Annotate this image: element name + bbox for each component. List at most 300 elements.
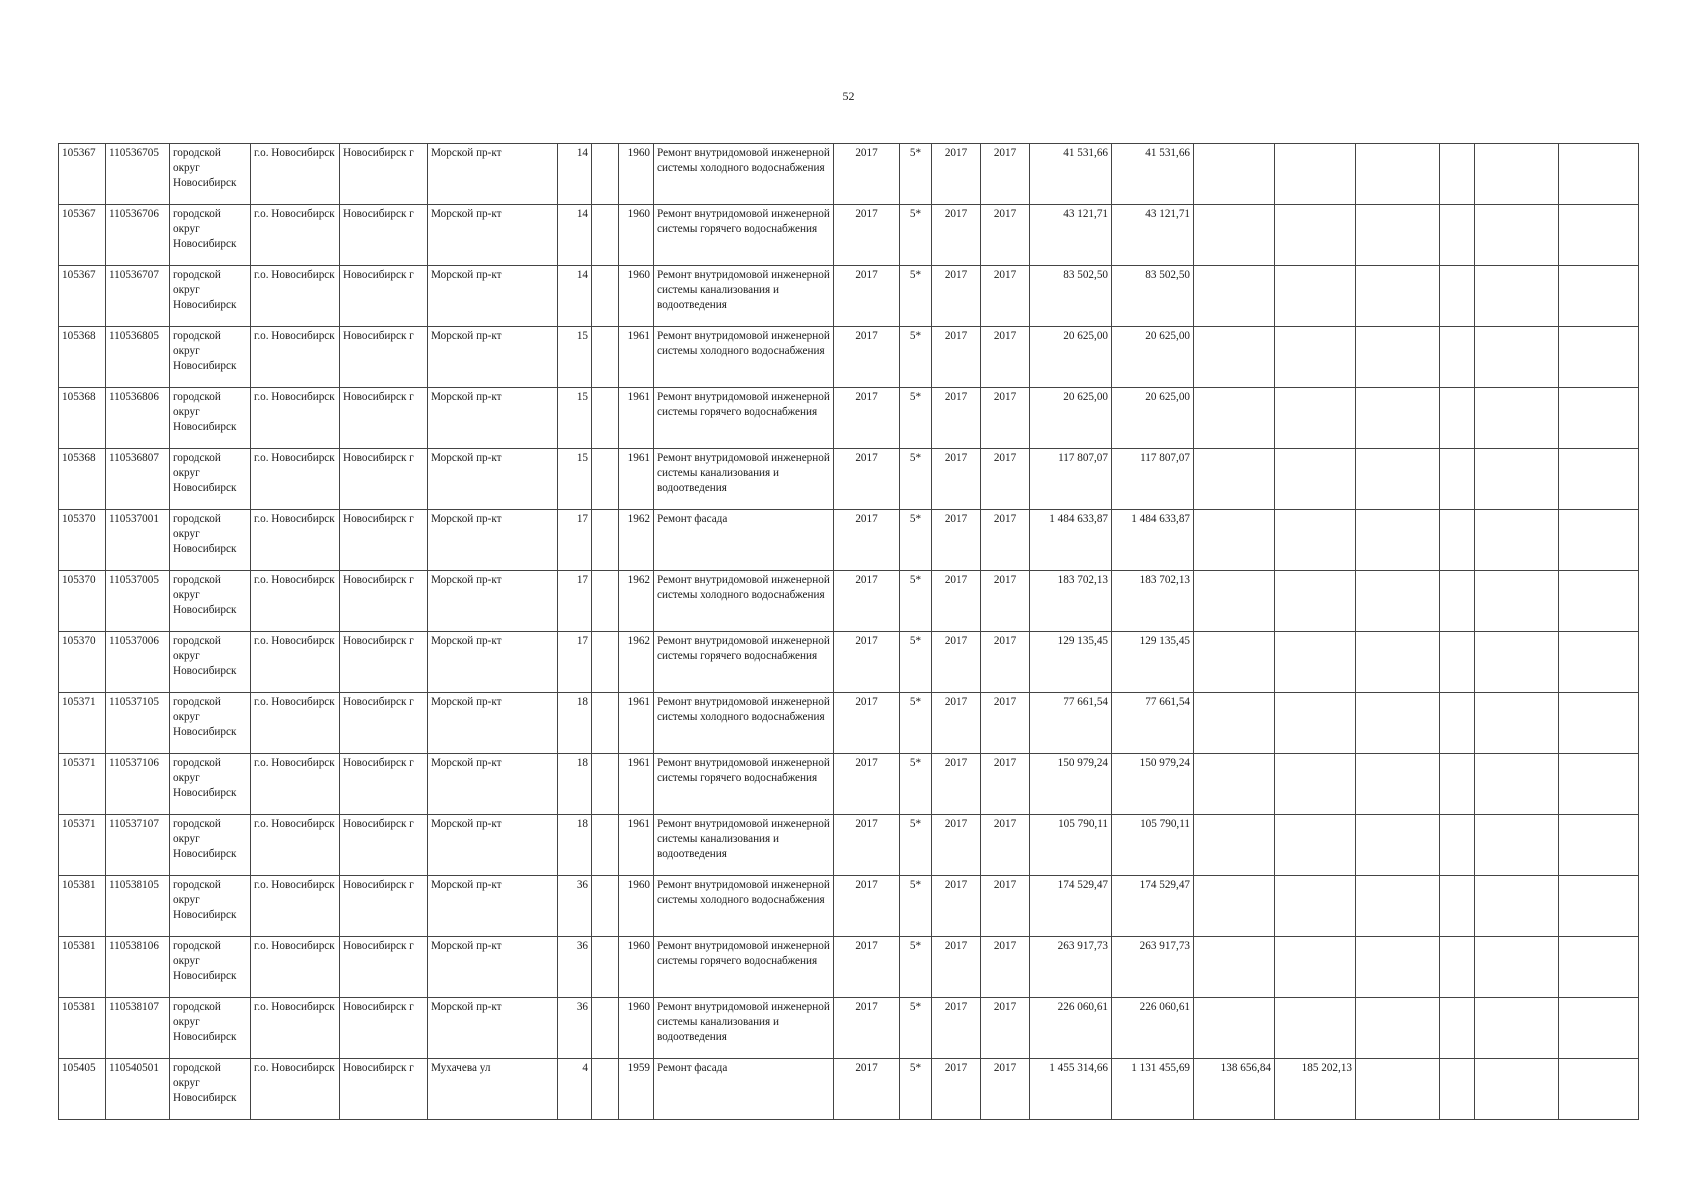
extra-cell-1 bbox=[1356, 937, 1440, 998]
rate-cell: 5* bbox=[900, 815, 932, 876]
build-year-cell: 1961 bbox=[619, 815, 654, 876]
table-row bbox=[59, 998, 1639, 1059]
extra-cell-1 bbox=[1356, 632, 1440, 693]
extra-cell-3 bbox=[1475, 937, 1559, 998]
street-cell: Морской пр-кт bbox=[428, 449, 558, 510]
regional-fund-cell: 150 979,24 bbox=[1112, 754, 1194, 815]
total-cost-cell: 20 625,00 bbox=[1030, 327, 1112, 388]
work-id-cell: 110540501 bbox=[106, 1059, 170, 1120]
work-id-cell: 110538106 bbox=[106, 937, 170, 998]
rate-cell: 5* bbox=[900, 266, 932, 327]
extra-cell-3 bbox=[1475, 327, 1559, 388]
start-year-cell: 2017 bbox=[932, 876, 981, 937]
street-cell: Морской пр-кт bbox=[428, 327, 558, 388]
table-row bbox=[59, 144, 1639, 205]
object-id-cell: 105368 bbox=[59, 449, 106, 510]
municipal-budget-cell: 138 656,84 bbox=[1194, 1059, 1275, 1120]
extra-cell-3 bbox=[1475, 754, 1559, 815]
municipal-budget-cell bbox=[1194, 876, 1275, 937]
house-number-cell: 36 bbox=[558, 876, 592, 937]
rate-cell: 5* bbox=[900, 876, 932, 937]
rate-cell: 5* bbox=[900, 144, 932, 205]
end-year-cell: 2017 bbox=[981, 876, 1030, 937]
extra-cell-4 bbox=[1559, 510, 1639, 571]
start-year-cell: 2017 bbox=[932, 388, 981, 449]
end-year-cell: 2017 bbox=[981, 449, 1030, 510]
object-id-cell: 105368 bbox=[59, 327, 106, 388]
house-number-cell: 15 bbox=[558, 388, 592, 449]
regional-fund-cell: 41 531,66 bbox=[1112, 144, 1194, 205]
building-cell bbox=[592, 693, 619, 754]
extra-cell-2 bbox=[1440, 1059, 1475, 1120]
start-year-cell: 2017 bbox=[932, 632, 981, 693]
street-cell: Морской пр-кт bbox=[428, 998, 558, 1059]
extra-cell-3 bbox=[1475, 876, 1559, 937]
extra-cell-1 bbox=[1356, 144, 1440, 205]
registry-table bbox=[58, 143, 1639, 1120]
extra-cell-2 bbox=[1440, 876, 1475, 937]
build-year-cell: 1961 bbox=[619, 388, 654, 449]
settlement-cell: г.о. Новосибирск bbox=[251, 327, 340, 388]
owners-funds-cell bbox=[1275, 571, 1356, 632]
municipality-cell: городской округ Новосибирск bbox=[170, 449, 251, 510]
start-year-cell: 2017 bbox=[932, 266, 981, 327]
work-type-cell: Ремонт фасада bbox=[654, 1059, 834, 1120]
street-cell: Морской пр-кт bbox=[428, 388, 558, 449]
plan-year-cell: 2017 bbox=[834, 449, 900, 510]
house-number-cell: 17 bbox=[558, 510, 592, 571]
build-year-cell: 1962 bbox=[619, 571, 654, 632]
total-cost-cell: 117 807,07 bbox=[1030, 449, 1112, 510]
extra-cell-4 bbox=[1559, 815, 1639, 876]
start-year-cell: 2017 bbox=[932, 571, 981, 632]
object-id-cell: 105381 bbox=[59, 937, 106, 998]
total-cost-cell: 20 625,00 bbox=[1030, 388, 1112, 449]
owners-funds-cell bbox=[1275, 266, 1356, 327]
start-year-cell: 2017 bbox=[932, 693, 981, 754]
municipality-cell: городской округ Новосибирск bbox=[170, 815, 251, 876]
regional-fund-cell: 263 917,73 bbox=[1112, 937, 1194, 998]
work-id-cell: 110537006 bbox=[106, 632, 170, 693]
city-cell: Новосибирск г bbox=[340, 144, 428, 205]
municipal-budget-cell bbox=[1194, 754, 1275, 815]
table-row bbox=[59, 876, 1639, 937]
plan-year-cell: 2017 bbox=[834, 693, 900, 754]
build-year-cell: 1961 bbox=[619, 693, 654, 754]
building-cell bbox=[592, 144, 619, 205]
work-type-cell: Ремонт внутридомовой инженерной системы горячего водоснабжения bbox=[654, 632, 834, 693]
extra-cell-4 bbox=[1559, 449, 1639, 510]
street-cell: Морской пр-кт bbox=[428, 693, 558, 754]
city-cell: Новосибирск г bbox=[340, 327, 428, 388]
regional-fund-cell: 43 121,71 bbox=[1112, 205, 1194, 266]
end-year-cell: 2017 bbox=[981, 205, 1030, 266]
municipal-budget-cell bbox=[1194, 266, 1275, 327]
owners-funds-cell bbox=[1275, 327, 1356, 388]
extra-cell-3 bbox=[1475, 998, 1559, 1059]
street-cell: Морской пр-кт bbox=[428, 754, 558, 815]
work-id-cell: 110536807 bbox=[106, 449, 170, 510]
owners-funds-cell bbox=[1275, 815, 1356, 876]
object-id-cell: 105370 bbox=[59, 510, 106, 571]
plan-year-cell: 2017 bbox=[834, 510, 900, 571]
work-id-cell: 110536806 bbox=[106, 388, 170, 449]
work-type-cell: Ремонт внутридомовой инженерной системы холодного водоснабжения bbox=[654, 144, 834, 205]
owners-funds-cell: 185 202,13 bbox=[1275, 1059, 1356, 1120]
work-type-cell: Ремонт внутридомовой инженерной системы канализования и водоотведения bbox=[654, 266, 834, 327]
municipality-cell: городской округ Новосибирск bbox=[170, 327, 251, 388]
regional-fund-cell: 183 702,13 bbox=[1112, 571, 1194, 632]
municipality-cell: городской округ Новосибирск bbox=[170, 876, 251, 937]
rate-cell: 5* bbox=[900, 937, 932, 998]
extra-cell-1 bbox=[1356, 327, 1440, 388]
extra-cell-2 bbox=[1440, 632, 1475, 693]
build-year-cell: 1961 bbox=[619, 327, 654, 388]
build-year-cell: 1961 bbox=[619, 449, 654, 510]
table-row bbox=[59, 388, 1639, 449]
extra-cell-3 bbox=[1475, 815, 1559, 876]
owners-funds-cell bbox=[1275, 937, 1356, 998]
object-id-cell: 105368 bbox=[59, 388, 106, 449]
extra-cell-2 bbox=[1440, 144, 1475, 205]
house-number-cell: 14 bbox=[558, 144, 592, 205]
house-number-cell: 18 bbox=[558, 815, 592, 876]
owners-funds-cell bbox=[1275, 510, 1356, 571]
table-row bbox=[59, 693, 1639, 754]
start-year-cell: 2017 bbox=[932, 449, 981, 510]
plan-year-cell: 2017 bbox=[834, 571, 900, 632]
table-row bbox=[59, 205, 1639, 266]
municipal-budget-cell bbox=[1194, 388, 1275, 449]
extra-cell-3 bbox=[1475, 144, 1559, 205]
table-row bbox=[59, 937, 1639, 998]
extra-cell-1 bbox=[1356, 754, 1440, 815]
extra-cell-1 bbox=[1356, 510, 1440, 571]
extra-cell-4 bbox=[1559, 571, 1639, 632]
object-id-cell: 105367 bbox=[59, 144, 106, 205]
work-id-cell: 110536805 bbox=[106, 327, 170, 388]
extra-cell-4 bbox=[1559, 632, 1639, 693]
extra-cell-3 bbox=[1475, 388, 1559, 449]
municipal-budget-cell bbox=[1194, 693, 1275, 754]
end-year-cell: 2017 bbox=[981, 998, 1030, 1059]
total-cost-cell: 1 455 314,66 bbox=[1030, 1059, 1112, 1120]
house-number-cell: 15 bbox=[558, 327, 592, 388]
work-id-cell: 110538105 bbox=[106, 876, 170, 937]
table-row bbox=[59, 815, 1639, 876]
extra-cell-2 bbox=[1440, 571, 1475, 632]
extra-cell-1 bbox=[1356, 876, 1440, 937]
building-cell bbox=[592, 327, 619, 388]
build-year-cell: 1959 bbox=[619, 1059, 654, 1120]
extra-cell-1 bbox=[1356, 266, 1440, 327]
rate-cell: 5* bbox=[900, 632, 932, 693]
extra-cell-2 bbox=[1440, 205, 1475, 266]
municipal-budget-cell bbox=[1194, 632, 1275, 693]
extra-cell-1 bbox=[1356, 693, 1440, 754]
build-year-cell: 1961 bbox=[619, 754, 654, 815]
rate-cell: 5* bbox=[900, 693, 932, 754]
house-number-cell: 17 bbox=[558, 571, 592, 632]
extra-cell-2 bbox=[1440, 266, 1475, 327]
city-cell: Новосибирск г bbox=[340, 632, 428, 693]
regional-fund-cell: 105 790,11 bbox=[1112, 815, 1194, 876]
street-cell: Морской пр-кт bbox=[428, 632, 558, 693]
street-cell: Морской пр-кт bbox=[428, 937, 558, 998]
city-cell: Новосибирск г bbox=[340, 937, 428, 998]
object-id-cell: 105381 bbox=[59, 998, 106, 1059]
owners-funds-cell bbox=[1275, 876, 1356, 937]
extra-cell-1 bbox=[1356, 1059, 1440, 1120]
plan-year-cell: 2017 bbox=[834, 998, 900, 1059]
end-year-cell: 2017 bbox=[981, 937, 1030, 998]
street-cell: Морской пр-кт bbox=[428, 266, 558, 327]
total-cost-cell: 83 502,50 bbox=[1030, 266, 1112, 327]
settlement-cell: г.о. Новосибирск bbox=[251, 510, 340, 571]
regional-fund-cell: 117 807,07 bbox=[1112, 449, 1194, 510]
street-cell: Морской пр-кт bbox=[428, 571, 558, 632]
regional-fund-cell: 1 131 455,69 bbox=[1112, 1059, 1194, 1120]
street-cell: Мухачева ул bbox=[428, 1059, 558, 1120]
settlement-cell: г.о. Новосибирск bbox=[251, 144, 340, 205]
municipality-cell: городской округ Новосибирск bbox=[170, 754, 251, 815]
building-cell bbox=[592, 998, 619, 1059]
building-cell bbox=[592, 205, 619, 266]
settlement-cell: г.о. Новосибирск bbox=[251, 632, 340, 693]
street-cell: Морской пр-кт bbox=[428, 510, 558, 571]
end-year-cell: 2017 bbox=[981, 632, 1030, 693]
work-id-cell: 110536707 bbox=[106, 266, 170, 327]
house-number-cell: 36 bbox=[558, 998, 592, 1059]
work-type-cell: Ремонт фасада bbox=[654, 510, 834, 571]
settlement-cell: г.о. Новосибирск bbox=[251, 388, 340, 449]
street-cell: Морской пр-кт bbox=[428, 876, 558, 937]
total-cost-cell: 129 135,45 bbox=[1030, 632, 1112, 693]
owners-funds-cell bbox=[1275, 449, 1356, 510]
extra-cell-2 bbox=[1440, 754, 1475, 815]
extra-cell-4 bbox=[1559, 205, 1639, 266]
work-type-cell: Ремонт внутридомовой инженерной системы холодного водоснабжения bbox=[654, 876, 834, 937]
owners-funds-cell bbox=[1275, 632, 1356, 693]
building-cell bbox=[592, 266, 619, 327]
settlement-cell: г.о. Новосибирск bbox=[251, 693, 340, 754]
city-cell: Новосибирск г bbox=[340, 388, 428, 449]
municipality-cell: городской округ Новосибирск bbox=[170, 144, 251, 205]
end-year-cell: 2017 bbox=[981, 388, 1030, 449]
total-cost-cell: 150 979,24 bbox=[1030, 754, 1112, 815]
municipality-cell: городской округ Новосибирск bbox=[170, 632, 251, 693]
regional-fund-cell: 20 625,00 bbox=[1112, 327, 1194, 388]
street-cell: Морской пр-кт bbox=[428, 205, 558, 266]
house-number-cell: 14 bbox=[558, 205, 592, 266]
total-cost-cell: 41 531,66 bbox=[1030, 144, 1112, 205]
build-year-cell: 1962 bbox=[619, 632, 654, 693]
object-id-cell: 105381 bbox=[59, 876, 106, 937]
work-type-cell: Ремонт внутридомовой инженерной системы холодного водоснабжения bbox=[654, 693, 834, 754]
start-year-cell: 2017 bbox=[932, 754, 981, 815]
plan-year-cell: 2017 bbox=[834, 876, 900, 937]
total-cost-cell: 1 484 633,87 bbox=[1030, 510, 1112, 571]
plan-year-cell: 2017 bbox=[834, 754, 900, 815]
rate-cell: 5* bbox=[900, 1059, 932, 1120]
start-year-cell: 2017 bbox=[932, 144, 981, 205]
municipal-budget-cell bbox=[1194, 937, 1275, 998]
table-row bbox=[59, 754, 1639, 815]
extra-cell-4 bbox=[1559, 388, 1639, 449]
end-year-cell: 2017 bbox=[981, 754, 1030, 815]
settlement-cell: г.о. Новосибирск bbox=[251, 449, 340, 510]
municipality-cell: городской округ Новосибирск bbox=[170, 937, 251, 998]
work-id-cell: 110538107 bbox=[106, 998, 170, 1059]
work-id-cell: 110537107 bbox=[106, 815, 170, 876]
municipality-cell: городской округ Новосибирск bbox=[170, 998, 251, 1059]
rate-cell: 5* bbox=[900, 754, 932, 815]
extra-cell-2 bbox=[1440, 693, 1475, 754]
city-cell: Новосибирск г bbox=[340, 205, 428, 266]
municipal-budget-cell bbox=[1194, 327, 1275, 388]
settlement-cell: г.о. Новосибирск bbox=[251, 571, 340, 632]
extra-cell-3 bbox=[1475, 449, 1559, 510]
object-id-cell: 105371 bbox=[59, 693, 106, 754]
object-id-cell: 105371 bbox=[59, 815, 106, 876]
work-type-cell: Ремонт внутридомовой инженерной системы горячего водоснабжения bbox=[654, 937, 834, 998]
work-id-cell: 110536705 bbox=[106, 144, 170, 205]
rate-cell: 5* bbox=[900, 205, 932, 266]
extra-cell-3 bbox=[1475, 693, 1559, 754]
owners-funds-cell bbox=[1275, 388, 1356, 449]
extra-cell-3 bbox=[1475, 1059, 1559, 1120]
object-id-cell: 105367 bbox=[59, 205, 106, 266]
extra-cell-2 bbox=[1440, 937, 1475, 998]
extra-cell-2 bbox=[1440, 449, 1475, 510]
extra-cell-4 bbox=[1559, 693, 1639, 754]
regional-fund-cell: 174 529,47 bbox=[1112, 876, 1194, 937]
object-id-cell: 105371 bbox=[59, 754, 106, 815]
settlement-cell: г.о. Новосибирск bbox=[251, 937, 340, 998]
extra-cell-3 bbox=[1475, 632, 1559, 693]
settlement-cell: г.о. Новосибирск bbox=[251, 754, 340, 815]
rate-cell: 5* bbox=[900, 388, 932, 449]
start-year-cell: 2017 bbox=[932, 1059, 981, 1120]
work-id-cell: 110536706 bbox=[106, 205, 170, 266]
house-number-cell: 14 bbox=[558, 266, 592, 327]
plan-year-cell: 2017 bbox=[834, 388, 900, 449]
municipality-cell: городской округ Новосибирск bbox=[170, 388, 251, 449]
building-cell bbox=[592, 449, 619, 510]
city-cell: Новосибирск г bbox=[340, 754, 428, 815]
extra-cell-1 bbox=[1356, 998, 1440, 1059]
plan-year-cell: 2017 bbox=[834, 1059, 900, 1120]
start-year-cell: 2017 bbox=[932, 510, 981, 571]
start-year-cell: 2017 bbox=[932, 937, 981, 998]
municipality-cell: городской округ Новосибирск bbox=[170, 205, 251, 266]
work-id-cell: 110537005 bbox=[106, 571, 170, 632]
extra-cell-2 bbox=[1440, 815, 1475, 876]
extra-cell-3 bbox=[1475, 510, 1559, 571]
work-type-cell: Ремонт внутридомовой инженерной системы холодного водоснабжения bbox=[654, 327, 834, 388]
municipal-budget-cell bbox=[1194, 144, 1275, 205]
city-cell: Новосибирск г bbox=[340, 693, 428, 754]
object-id-cell: 105370 bbox=[59, 571, 106, 632]
extra-cell-4 bbox=[1559, 327, 1639, 388]
extra-cell-3 bbox=[1475, 205, 1559, 266]
extra-cell-4 bbox=[1559, 144, 1639, 205]
work-type-cell: Ремонт внутридомовой инженерной системы канализования и водоотведения bbox=[654, 815, 834, 876]
table-row bbox=[59, 327, 1639, 388]
build-year-cell: 1960 bbox=[619, 876, 654, 937]
extra-cell-2 bbox=[1440, 327, 1475, 388]
building-cell bbox=[592, 876, 619, 937]
owners-funds-cell bbox=[1275, 144, 1356, 205]
extra-cell-1 bbox=[1356, 205, 1440, 266]
work-id-cell: 110537001 bbox=[106, 510, 170, 571]
object-id-cell: 105367 bbox=[59, 266, 106, 327]
municipality-cell: городской округ Новосибирск bbox=[170, 266, 251, 327]
settlement-cell: г.о. Новосибирск bbox=[251, 815, 340, 876]
municipality-cell: городской округ Новосибирск bbox=[170, 510, 251, 571]
plan-year-cell: 2017 bbox=[834, 815, 900, 876]
total-cost-cell: 43 121,71 bbox=[1030, 205, 1112, 266]
settlement-cell: г.о. Новосибирск bbox=[251, 998, 340, 1059]
house-number-cell: 4 bbox=[558, 1059, 592, 1120]
table-row bbox=[59, 510, 1639, 571]
building-cell bbox=[592, 1059, 619, 1120]
total-cost-cell: 105 790,11 bbox=[1030, 815, 1112, 876]
extra-cell-4 bbox=[1559, 876, 1639, 937]
settlement-cell: г.о. Новосибирск bbox=[251, 205, 340, 266]
regional-fund-cell: 1 484 633,87 bbox=[1112, 510, 1194, 571]
owners-funds-cell bbox=[1275, 693, 1356, 754]
house-number-cell: 15 bbox=[558, 449, 592, 510]
total-cost-cell: 226 060,61 bbox=[1030, 998, 1112, 1059]
building-cell bbox=[592, 815, 619, 876]
extra-cell-3 bbox=[1475, 571, 1559, 632]
city-cell: Новосибирск г bbox=[340, 266, 428, 327]
work-type-cell: Ремонт внутридомовой инженерной системы горячего водоснабжения bbox=[654, 205, 834, 266]
work-id-cell: 110537105 bbox=[106, 693, 170, 754]
page-number: 52 bbox=[842, 89, 855, 103]
regional-fund-cell: 129 135,45 bbox=[1112, 632, 1194, 693]
end-year-cell: 2017 bbox=[981, 327, 1030, 388]
table-row bbox=[59, 449, 1639, 510]
regional-fund-cell: 83 502,50 bbox=[1112, 266, 1194, 327]
work-id-cell: 110537106 bbox=[106, 754, 170, 815]
end-year-cell: 2017 bbox=[981, 144, 1030, 205]
owners-funds-cell bbox=[1275, 205, 1356, 266]
regional-fund-cell: 77 661,54 bbox=[1112, 693, 1194, 754]
municipal-budget-cell bbox=[1194, 815, 1275, 876]
build-year-cell: 1960 bbox=[619, 205, 654, 266]
extra-cell-2 bbox=[1440, 388, 1475, 449]
city-cell: Новосибирск г bbox=[340, 1059, 428, 1120]
total-cost-cell: 263 917,73 bbox=[1030, 937, 1112, 998]
work-type-cell: Ремонт внутридомовой инженерной системы горячего водоснабжения bbox=[654, 388, 834, 449]
city-cell: Новосибирск г bbox=[340, 815, 428, 876]
end-year-cell: 2017 bbox=[981, 510, 1030, 571]
end-year-cell: 2017 bbox=[981, 266, 1030, 327]
work-type-cell: Ремонт внутридомовой инженерной системы холодного водоснабжения bbox=[654, 571, 834, 632]
extra-cell-1 bbox=[1356, 388, 1440, 449]
extra-cell-3 bbox=[1475, 266, 1559, 327]
plan-year-cell: 2017 bbox=[834, 632, 900, 693]
rate-cell: 5* bbox=[900, 998, 932, 1059]
end-year-cell: 2017 bbox=[981, 1059, 1030, 1120]
building-cell bbox=[592, 388, 619, 449]
municipal-budget-cell bbox=[1194, 449, 1275, 510]
street-cell: Морской пр-кт bbox=[428, 815, 558, 876]
municipality-cell: городской округ Новосибирск bbox=[170, 1059, 251, 1120]
municipal-budget-cell bbox=[1194, 998, 1275, 1059]
